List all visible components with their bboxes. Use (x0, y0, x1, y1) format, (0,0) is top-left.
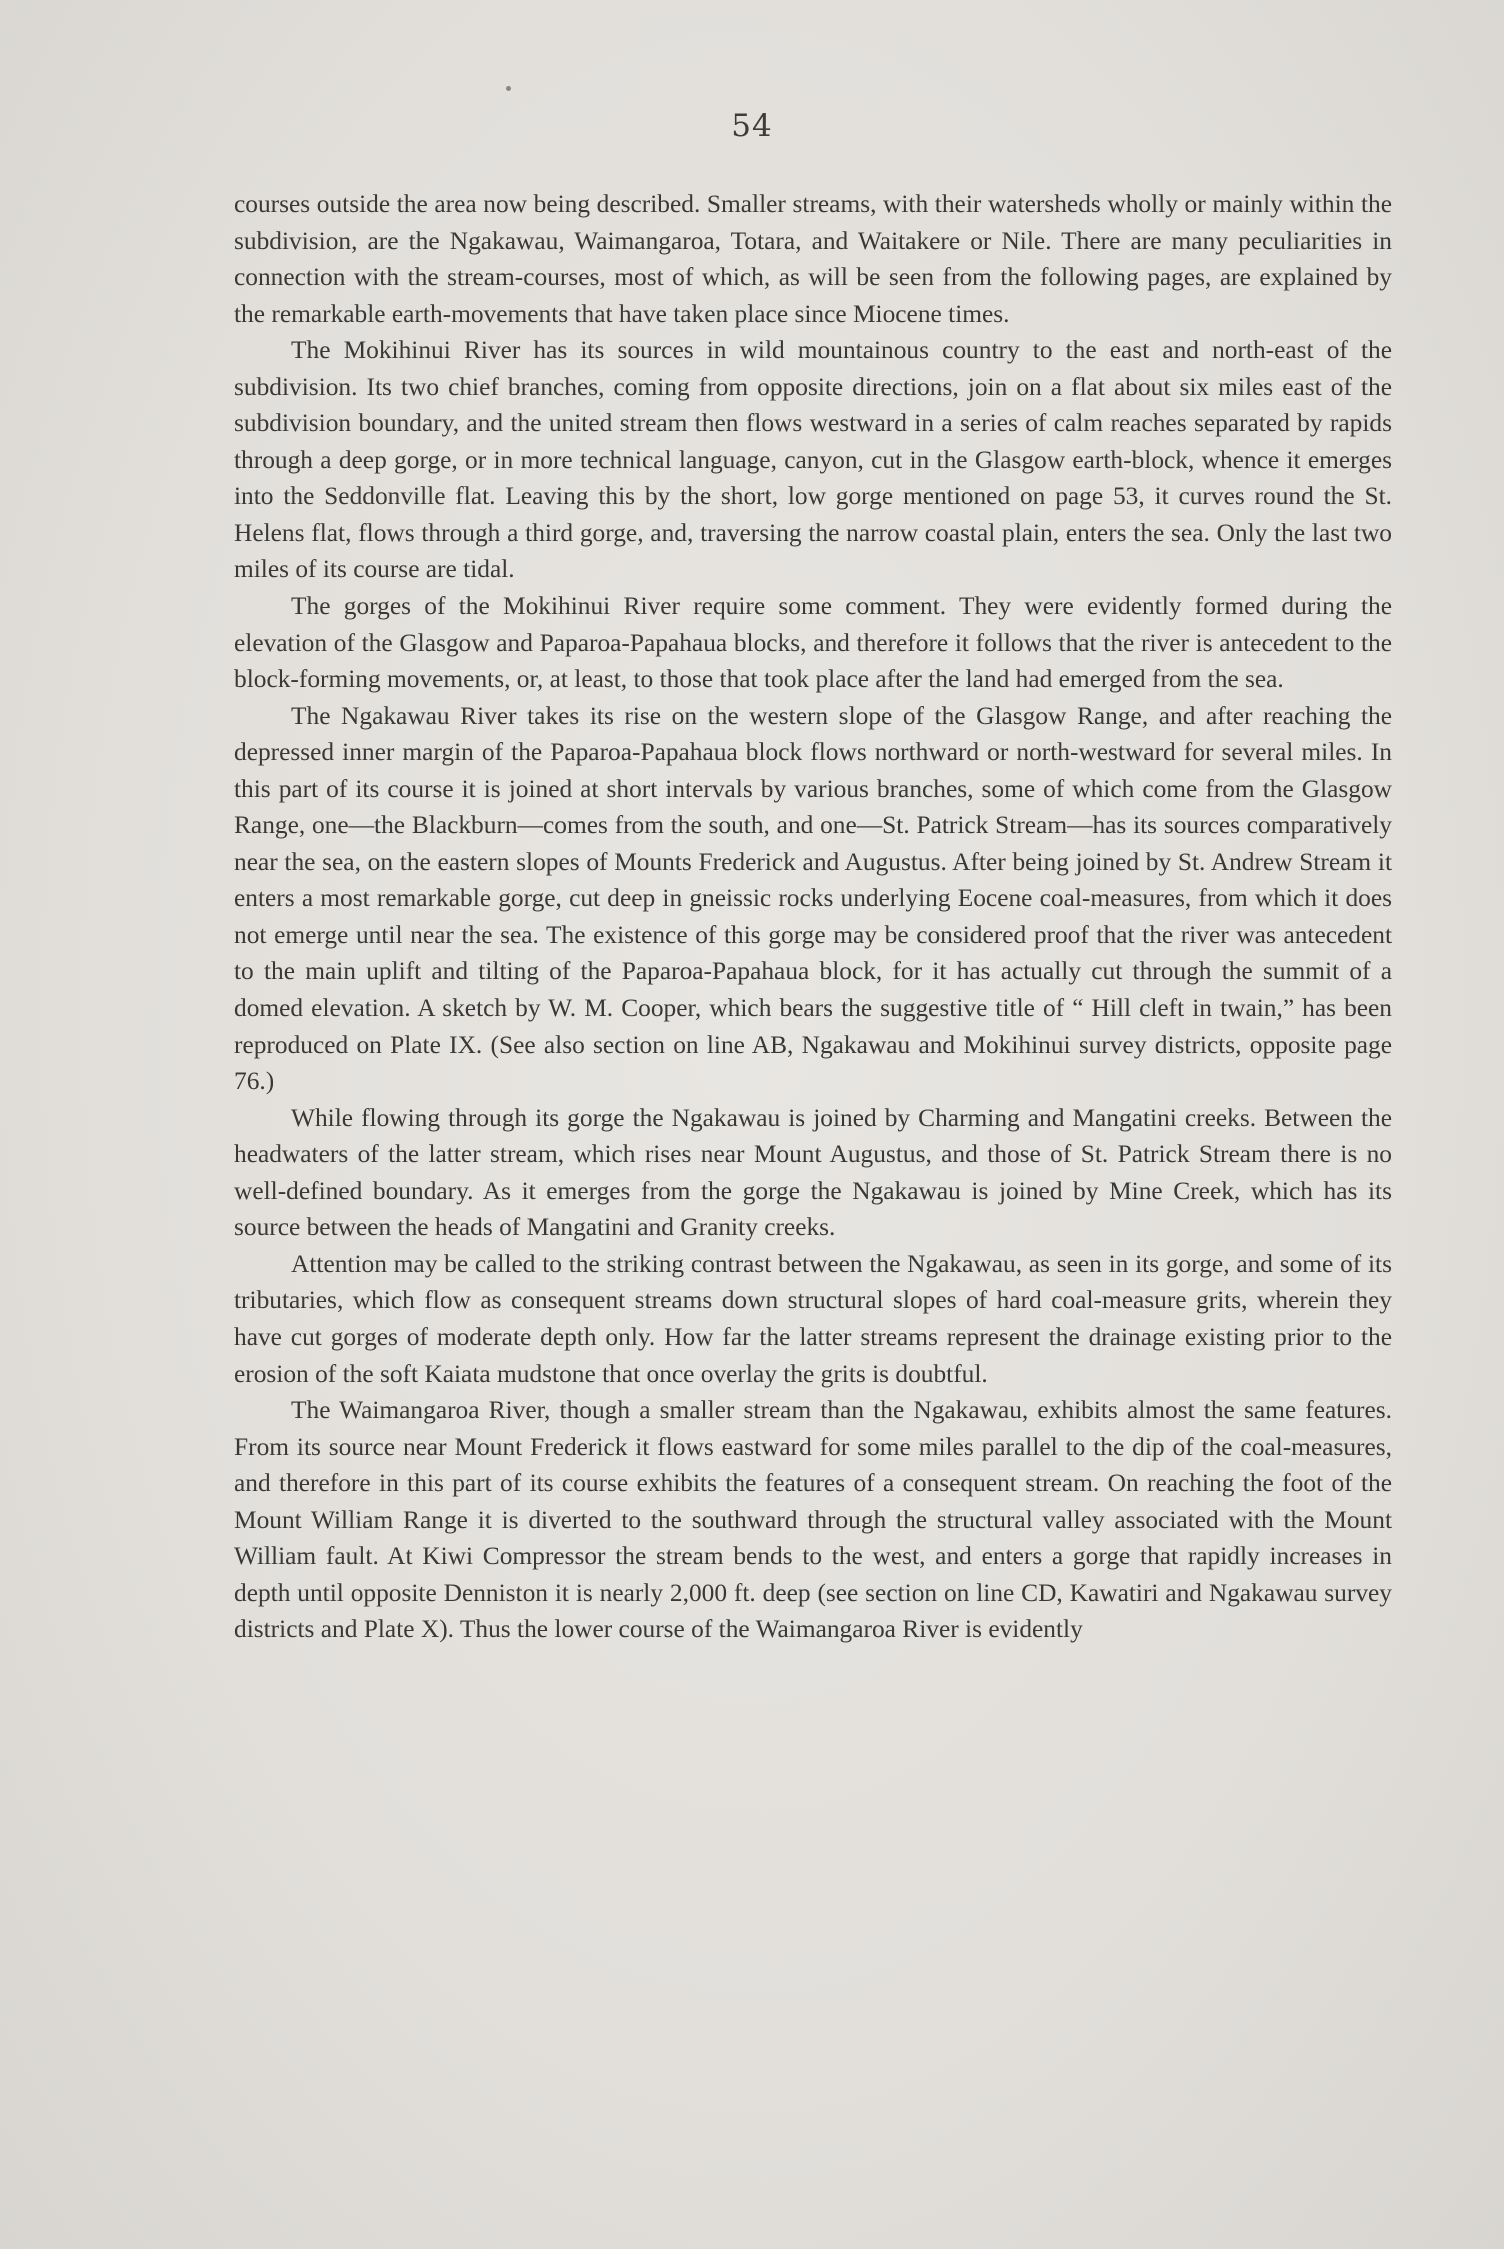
paragraph-1: courses outside the area now being described. Smaller streams, with their watersheds wholly or mainly within the subdivision, are the Ngakawau, Waimangaroa, Totara, and Waitakere or Nile. There are many peculiarities in connection with the stream-courses, most of which, as will be seen from the following pages, are explained by the remarkable earth-movements that have taken place since Miocene times. (234, 190, 1392, 328)
paragraph-5: While flowing through its gorge the Ngakawau is joined by Charming and Mangatini creeks. Between the headwaters of the latter stream, which rises near Mount Augustus, and those of St. Patrick Stream there is no well-defined boundary. As it emerges from the gorge the Ngakawau is joined by Mine Creek, which has its source between the heads of Mangatini and Granity creeks. (234, 1103, 1392, 1242)
paper-speck (506, 86, 511, 91)
paragraph-7: The Waimangaroa River, though a smaller stream than the Ngakawau, exhibits almost the same features. From its source near Mount Frederick it flows eastward for some miles parallel to the dip of the coal-measures, and therefore in this part of its course exhibits the features of a consequent stream. On reaching the foot of the Mount William Range it is diverted to the southward through the structural valley associated with the Mount William fault. At Kiwi Compressor the stream bends to the west, and enters a gorge that rapidly increases in depth until opposite Denniston it is nearly 2,000 ft. deep (see section on line CD, Kawatiri and Ngakawau survey districts and Plate X). Thus the lower course of the Waimangaroa River is evidently (234, 1396, 1392, 1644)
body-text (234, 186, 1392, 1648)
page-number: 54 (731, 108, 773, 144)
paragraph-2: The Mokihinui River has its sources in wild mountainous country to the east and north-east of the subdivision. Its two chief branches, coming from opposite directions, join on a flat about six miles east of the subdivision boundary, and the united stream then flows westward in a series of calm reaches separated by rapids through a deep gorge, or in more technical language, canyon, cut in the Glasgow earth-block, whence it emerges into the Seddonville flat. Leaving this by the short, low gorge mentioned on page 53, it curves round the St. Helens flat, flows through a third gorge, and, traversing the narrow coastal plain, enters the sea. Only the last two miles of its course are tidal. (234, 336, 1392, 584)
paragraph-4: The Ngakawau River takes its rise on the western slope of the Glasgow Range, and after reaching the depressed inner margin of the Paparoa-Papahaua block flows northward or north-westward for several miles. In this part of its course it is joined at short intervals by various branches, some of which come from the Glasgow Range, one—the Blackburn—comes from the south, and one—St. Patrick Stream—has its sources comparatively near the sea, on the eastern slopes of Mounts Frederick and Augustus. After being joined by St. Andrew Stream it enters a most remarkable gorge, cut deep in gneissic rocks underlying Eocene coal-measures, from which it does not emerge until near the sea. The existence of this gorge may be considered proof that the river was antecedent to the main uplift and tilting of the Paparoa-Papahaua block, for it has actually cut through the summit of a domed elevation. A sketch by W. M. Cooper, which bears the suggestive title of “ Hill cleft in twain,” has been reproduced on Plate IX. (See also section on line AB, Ngakawau and Mokihinui survey districts, opposite page 76.) (234, 701, 1392, 1096)
paragraph-6: Attention may be called to the striking contrast between the Ngakawau, as seen in its gorge, and some of its tributaries, which flow as consequent streams down structural slopes of hard coal-measure grits, wherein they have cut gorges of moderate depth only. How far the latter streams represent the drainage existing prior to the erosion of the soft Kaiata mudstone that once overlay the grits is doubtful. (234, 1249, 1392, 1388)
paragraph-3: The gorges of the Mokihinui River require some comment. They were evidently formed during the elevation of the Glasgow and Paparoa-Papahaua blocks, and therefore it follows that the river is antecedent to the block-forming movements, or, at least, to those that took place after the land had emerged from the sea. (234, 592, 1392, 694)
